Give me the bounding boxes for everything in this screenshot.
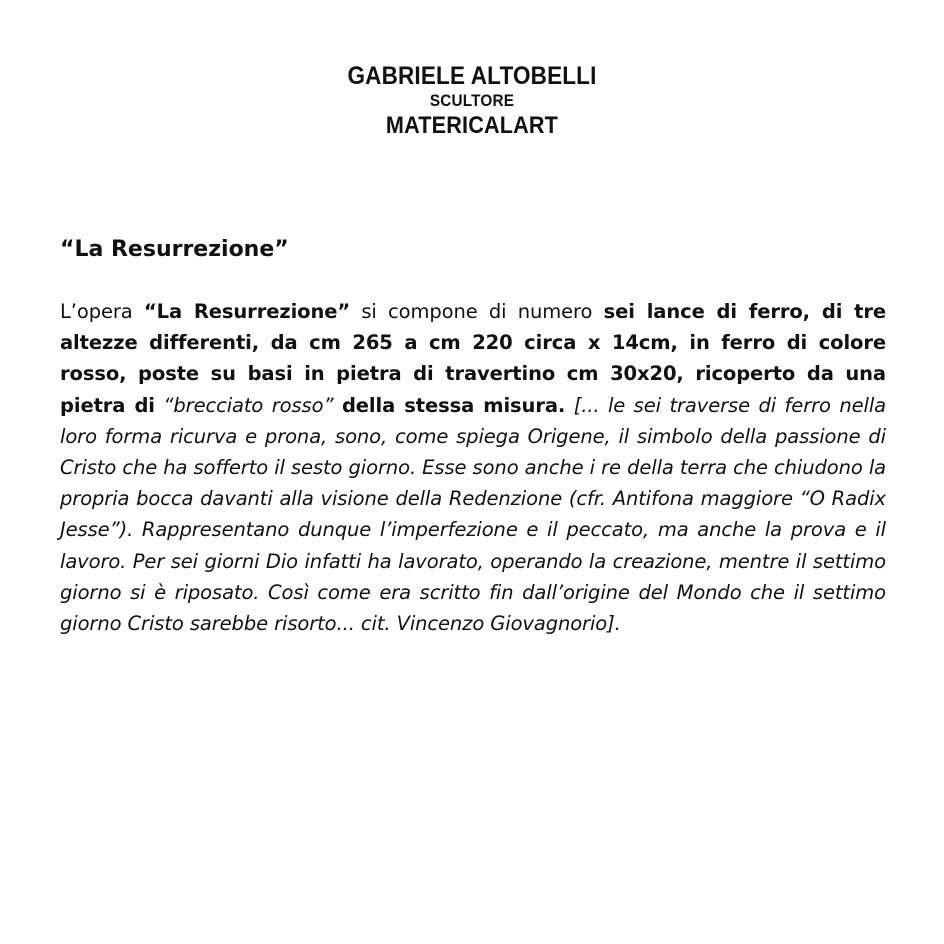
stone-name: “brecciato rosso” bbox=[154, 393, 342, 417]
document-header bbox=[0, 62, 944, 139]
intro-text: L’opera bbox=[60, 300, 144, 323]
description-paragraph bbox=[60, 296, 886, 639]
specs-text: sei lance di ferro, di tre altezze differenti, da cm 265 a cm 220 circa x 14cm, in ferro di colore rosso, poste su basi in pietra di travertino cm 30x20, ricoperto da una pietra di bbox=[60, 300, 886, 417]
quote-text: [... le sei traverse di ferro nella loro forma ricurva e prona, sono, come spiega Origene, il simbolo della passione di Cristo che ha sofferto il sesto giorno. Esse sono anche i re della terra che chiudono la propria bocca davanti alla visione della Redenzione (cfr. Antifona maggiore “O Radix Jesse”). Rappresentano dunque l’imperfezione e il peccato, ma anche la prova e il lavoro. Per sei giorni Dio infatti ha lavorato, operando la creazione, mentre il settimo giorno si è riposato. Così come era scritto fin dall’origine del Mondo che il settimo giorno Cristo sarebbe risorto... cit. Vincenzo Giovagnorio]. bbox=[60, 393, 886, 636]
artist-role: SCULTORE bbox=[429, 91, 515, 110]
measure-text: della stessa misura. bbox=[341, 393, 566, 417]
work-title-heading: “La Resurrezione” bbox=[60, 237, 289, 262]
artist-name: GABRIELE ALTOBELLI bbox=[347, 62, 597, 90]
work-title-inline: “La Resurrezione” bbox=[143, 300, 351, 323]
brand-name: MATERICALART bbox=[385, 112, 559, 139]
compose-text: si compone di numero bbox=[350, 300, 604, 323]
